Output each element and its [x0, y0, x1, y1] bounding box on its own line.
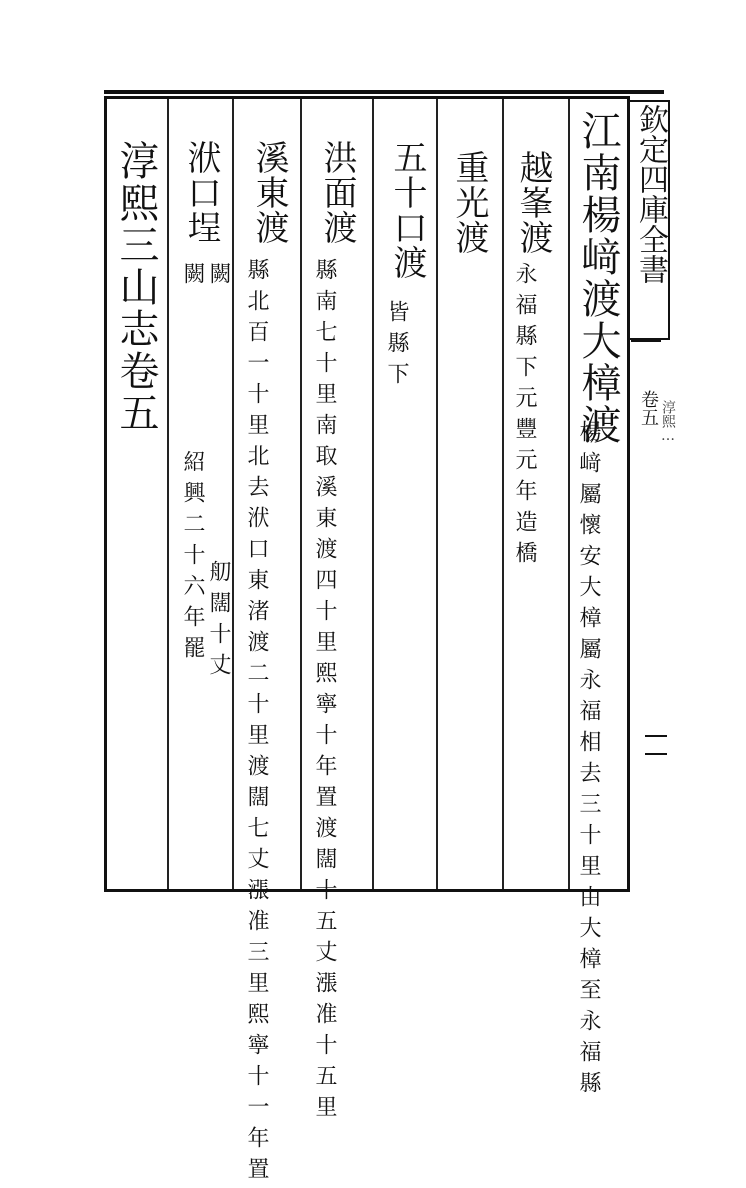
column-rule	[436, 99, 438, 889]
entry-note-jiangnan: 楊﨑屬懷安大樟屬永福相去三十里由大樟至永福縣	[576, 420, 601, 1102]
entry-note-hongmian: 縣南七十里南取溪東渡四十里熙寧十年置渡闊十五丈漲准十五里	[312, 258, 337, 1126]
entry-title-jiangnan: 江南楊﨑渡大樟渡	[575, 110, 621, 446]
entry-title-wushikou: 五十口渡	[387, 140, 427, 280]
column-rule	[300, 99, 302, 889]
entry-note-wushikou: 皆縣下	[384, 300, 409, 393]
entry-note-fukou-width: 舠闊十丈	[206, 560, 231, 684]
entry-note-fukou-left: 闕	[180, 262, 205, 293]
column-rule	[232, 99, 234, 889]
entry-note-yuefeng: 永福縣下元豐元年造橋	[512, 262, 537, 572]
column-rule	[502, 99, 504, 889]
margin-fragment: 淳熙…	[660, 400, 676, 444]
entry-note-fukou-shaoxing: 紹興二十六年罷	[180, 450, 205, 667]
juan-title: 淳熙三山志卷五	[113, 140, 159, 434]
entry-title-fukou: 洑口埕	[181, 140, 221, 245]
entry-note-xidong: 縣北百一十里北去洑口東渚渡二十里渡闊七丈漲准三里熙寧十一年置	[244, 258, 269, 1188]
entry-note-fukou-right: 闕	[206, 262, 231, 293]
top-border	[104, 90, 664, 94]
entry-title-hongmian: 洪面渡	[317, 140, 357, 245]
margin-juan-label: 卷五	[638, 390, 659, 426]
column-rule	[372, 99, 374, 889]
column-rule	[167, 99, 169, 889]
tab-divider	[631, 340, 661, 342]
entry-title-xidong: 溪東渡	[249, 140, 289, 245]
fishtail-mark	[645, 735, 667, 755]
library-title: 欽定四庫全書	[633, 104, 668, 284]
entry-title-yuefeng: 越峯渡	[513, 150, 553, 255]
column-rule	[568, 99, 570, 889]
entry-title-chongguang: 重光渡	[449, 150, 489, 255]
